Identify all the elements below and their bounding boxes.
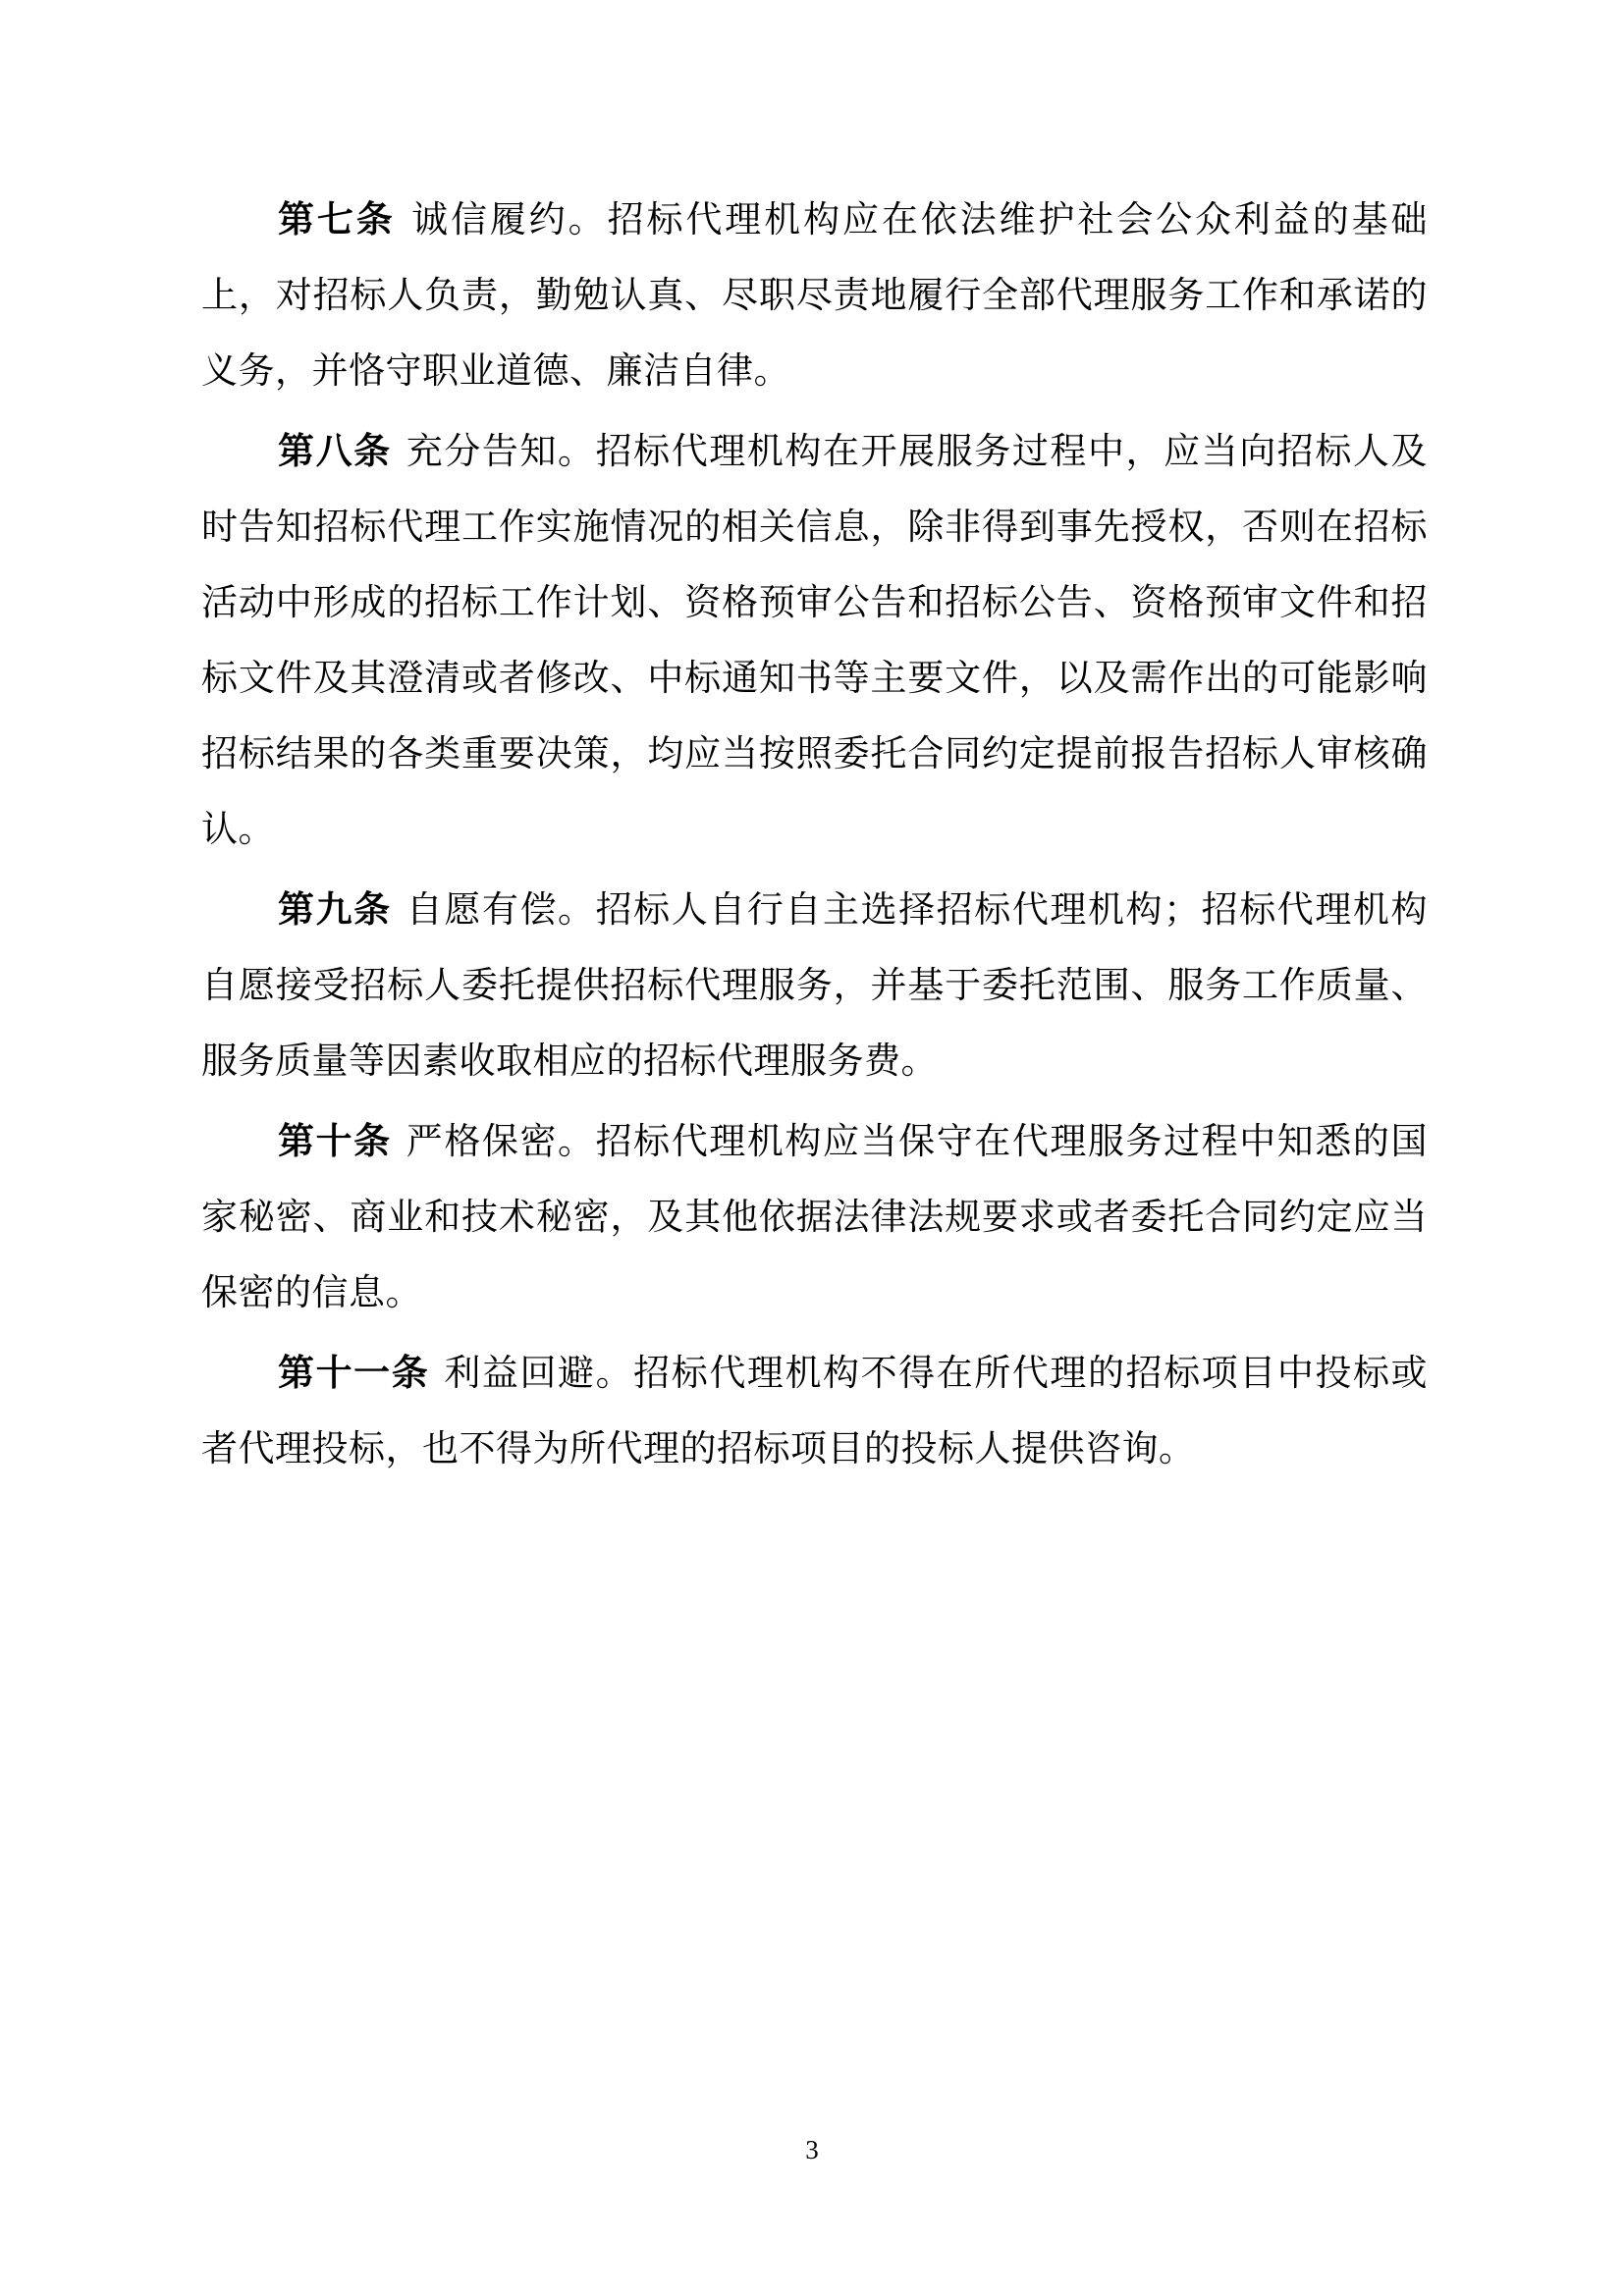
article-text: 自愿有偿。招标人自行自主选择招标代理机构；招标代理机构自愿接受招标人委托提供招标代理服务，并基于委托范围、服务工作质量、服务质量等因素收取相应的招标代理服务费。 [201,888,1429,1082]
article-paragraph [201,182,1428,408]
article-number: 第七条 [278,198,396,240]
article-paragraph [201,1335,1428,1486]
article-paragraph [201,1103,1428,1330]
article-number: 第八条 [278,430,392,472]
article-text: 充分告知。招标代理机构在开展服务过程中，应当向招标人及时告知招标代理工作实施情况的相关信息，除非得到事先授权，否则在招标活动中形成的招标工作计划、资格预审公告和招标公告、资格预审文件和招标文件及其澄清或者修改、中标通知书等主要文件，以及需作出的可能影响招标结果的各类重要决策，均应当按照委托合同约定提前报告招标人审核确认。 [201,430,1429,850]
page-number: 3 [805,2135,819,2164]
article-text: 严格保密。招标代理机构应当保守在代理服务过程中知悉的国家秘密、商业和技术秘密，及其他依据法律法规要求或者委托合同约定应当保密的信息。 [201,1120,1429,1313]
article-text: 诚信履约。招标代理机构应在依法维护社会公众利益的基础上，对招标人负责，勤勉认真、尽职尽责地履行全部代理服务工作和承诺的义务，并恪守职业道德、廉洁自律。 [201,198,1429,392]
document-body [201,182,1428,1486]
article-number: 第十条 [278,1120,392,1162]
article-paragraph [201,872,1428,1098]
article-paragraph [201,413,1428,867]
article-number: 第十一条 [278,1352,430,1394]
article-number: 第九条 [278,888,392,931]
article-text: 利益回避。招标代理机构不得在所代理的招标项目中投标或者代理投标，也不得为所代理的招标项目的投标人提供咨询。 [201,1352,1429,1469]
